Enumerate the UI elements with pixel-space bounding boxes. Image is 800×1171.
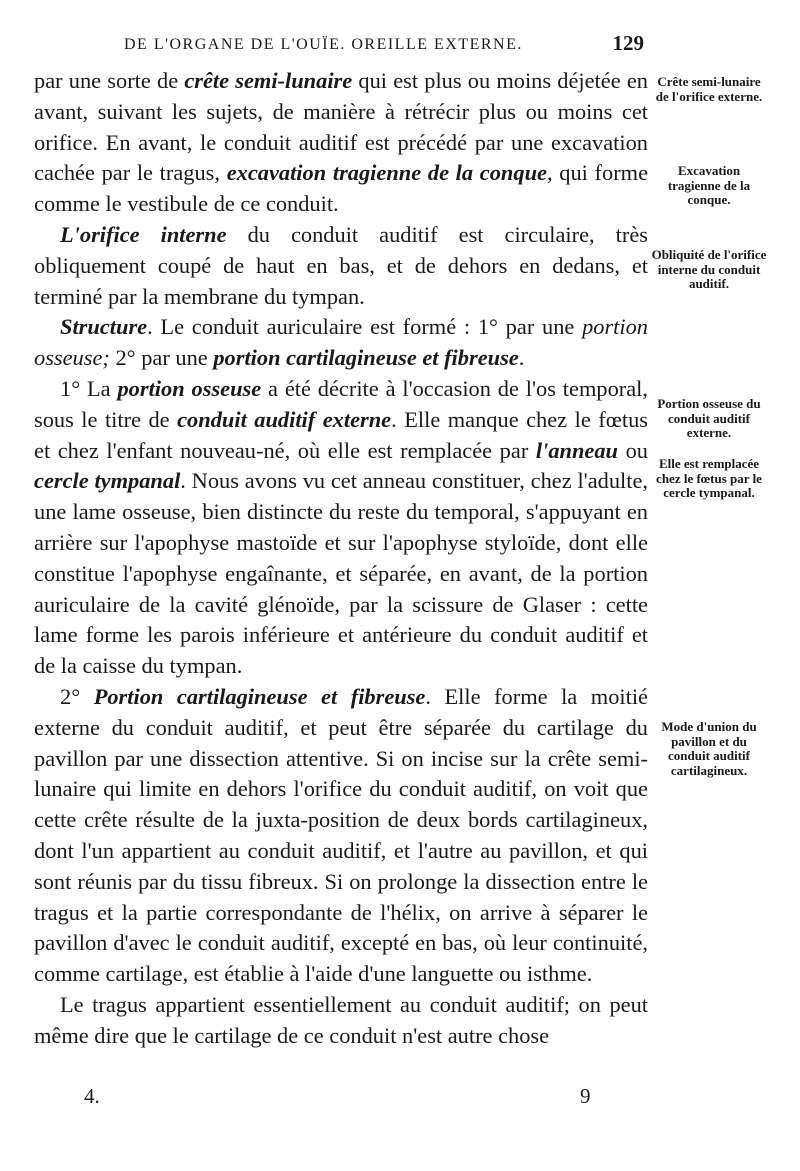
- emphasis: portion cartilagineuse et fibreuse: [213, 345, 519, 371]
- signature-mark: 4.: [84, 1084, 100, 1108]
- margin-note: Obliquité de l'orifice interne du conduit auditif.: [651, 247, 767, 291]
- margin-note: Crête semi-lunaire de l'orifice externe.: [655, 74, 763, 104]
- gathering-mark: 9: [580, 1084, 591, 1108]
- main-text: [34, 66, 648, 1052]
- paragraph: par une sorte de crête semi-lunaire qui est plus ou moins déjetée en avant, suivant les sujets, de manière à rétrécir plus ou moins cet orifice. En avant, le conduit auditif est précédé par une excavation cachée par le tragus, excavation tragienne de la conque, qui forme comme le vestibule de ce conduit.: [34, 68, 649, 217]
- paragraph: L'orifice interne du conduit auditif est circulaire, très obliquement coupé de haut en bas, et de dehors en dedans, et terminé par la membrane du tympan.: [34, 221, 648, 309]
- margin-note: Elle est remplacée chez le fœtus par le cercle tympanal.: [656, 456, 762, 500]
- running-title: DE L'ORGANE DE L'OUÏE. OREILLE EXTERNE.: [124, 36, 523, 53]
- margin-note: Excavation tragienne de la conque.: [667, 163, 751, 207]
- emphasis: Structure: [60, 314, 148, 340]
- emphasis: cercle tympanal: [34, 468, 181, 494]
- margin-note: Mode d'union du pavillon et du conduit auditif cartilagineux.: [661, 719, 757, 778]
- emphasis: L'orifice interne: [60, 221, 227, 247]
- running-header: [124, 31, 644, 58]
- emphasis: crête semi-lunaire: [184, 68, 353, 93]
- paragraph: Structure. Le conduit auriculaire est formé : 1° par une portion osseuse; 2° par une portion cartilagineuse et fibreuse.: [34, 314, 648, 371]
- emphasis: excavation tragienne de la conque: [226, 160, 547, 186]
- page-footer: [84, 1084, 604, 1112]
- emphasis: conduit auditif externe: [177, 406, 392, 432]
- margin-note: Portion osseuse du conduit auditif externe.: [657, 396, 761, 440]
- emphasis: portion osseuse: [117, 375, 262, 401]
- page-number: 129: [612, 31, 644, 55]
- emphasis: Portion cartilagineuse et fibreuse: [93, 683, 426, 709]
- paragraph: Le tragus appartient essentiellement au conduit auditif; on peut même dire que le cartilage de ce conduit n'est autre chose: [34, 991, 648, 1048]
- paragraph: 2° Portion cartilagineuse et fibreuse. Elle forme la moitié externe du conduit auditif, et peut être séparée du cartilage du pavillon par une dissection attentive. Si on incise sur la crête semi-lunaire qui limite en dehors l'orifice du conduit auditif, on voit que cette crête résulte de la juxta-position de deux bords cartilagineux, dont l'un appartient au conduit auditif, et l'autre au pavillon, et qui sont réunis par du tissu fibreux. Si on prolonge la dissection entre le tragus et la partie correspondante de l'hélix, on arrive à séparer le pavillon d'avec le conduit auditif, excepté en bas, où leur continuité, comme cartilage, est établie à l'aide d'une languette ou isthme.: [34, 683, 648, 987]
- paragraph: 1° La portion osseuse a été décrite à l'occasion de l'os temporal, sous le titre de conduit auditif externe. Elle manque chez le fœtus et chez l'enfant nouveau-né, où elle est remplacée par l'anneau ou cercle tympanal. Nous avons vu cet anneau constituer, chez l'adulte, une lame osseuse, bien distincte du reste du temporal, s'appuyant en arrière sur l'apophyse mastoïde et sur l'apophyse styloïde, dont elle constitue l'apophyse engaînante, et séparée, en avant, de la portion auriculaire de la cavité glénoïde, par la scissure de Glaser : cette lame forme les parois inférieure et antérieure du conduit auditif et de la caisse du tympan.: [34, 375, 649, 679]
- emphasis: portion osseuse;: [34, 314, 648, 371]
- emphasis: l'anneau: [535, 437, 619, 463]
